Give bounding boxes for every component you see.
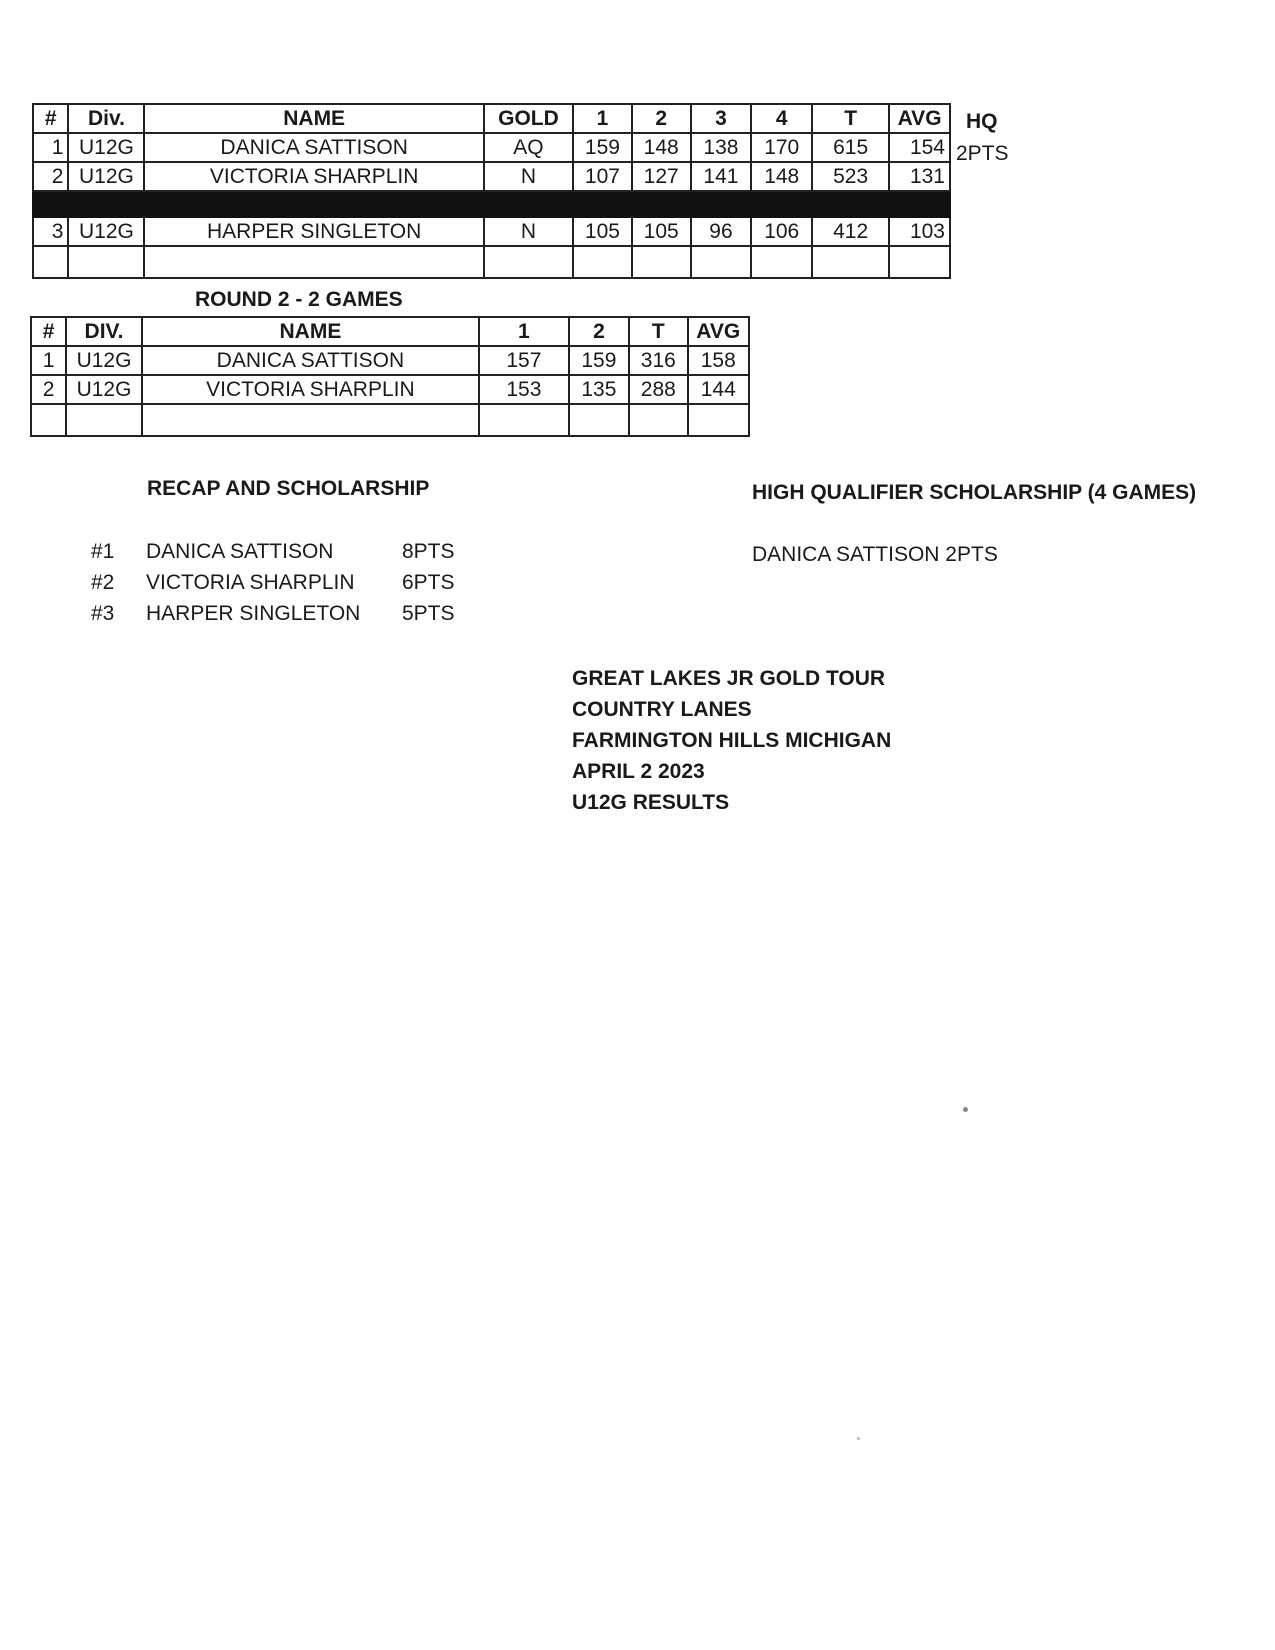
round2-results-table [30,316,750,437]
table-row [33,217,950,246]
game3-cell: 96 [691,217,752,246]
game4-cell: 106 [751,217,812,246]
recap-rank: #2 [91,571,115,594]
game2-cell: 135 [569,375,629,404]
rank-cell: 1 [33,133,68,162]
hq-header: HQ [966,110,998,133]
div-cell: U12G [68,133,144,162]
div-cell: U12G [68,162,144,191]
div-cell: U12G [66,375,142,404]
game4-cell: 148 [751,162,812,191]
empty-cell [484,246,573,278]
avg-cell: 154 [889,133,950,162]
total-cell: 615 [812,133,889,162]
header-name: NAME [144,104,483,133]
event-tour-name: GREAT LAKES JR GOLD TOUR [572,667,886,690]
empty-cell [751,246,812,278]
total-cell: 412 [812,217,889,246]
scan-speck [963,1107,968,1112]
game4-cell: 170 [751,133,812,162]
event-date: APRIL 2 2023 [572,760,705,783]
recap-points: 8PTS [402,540,455,563]
game2-cell: 148 [632,133,691,162]
game2-cell: 159 [569,346,629,375]
game1-cell: 159 [573,133,632,162]
name-cell: VICTORIA SHARPLIN [144,162,483,191]
game3-cell: 138 [691,133,752,162]
recap-entry [0,571,500,599]
high-qualifier-winner: DANICA SATTISON 2PTS [752,543,998,566]
game1-cell: 107 [573,162,632,191]
scan-speck [857,1437,860,1440]
empty-cell [629,404,687,436]
name-cell: DANICA SATTISON [144,133,483,162]
name-cell: DANICA SATTISON [142,346,479,375]
empty-cell [889,246,950,278]
game2-cell: 105 [632,217,691,246]
hq-points: 2PTS [956,142,1009,165]
recap-title: RECAP AND SCHOLARSHIP [147,477,430,500]
empty-cell [142,404,479,436]
avg-cell: 144 [688,375,749,404]
header-game3: 3 [691,104,752,133]
empty-cell [68,246,144,278]
header-gold: GOLD [484,104,573,133]
avg-cell: 158 [688,346,749,375]
round2-header-row [31,317,749,346]
empty-cell [688,404,749,436]
empty-cell [31,404,66,436]
header-div: Div. [68,104,144,133]
header-div: DIV. [66,317,142,346]
rank-cell: 1 [31,346,66,375]
header-game4: 4 [751,104,812,133]
game3-cell: 141 [691,162,752,191]
header-total: T [629,317,687,346]
rank-cell: 2 [31,375,66,404]
total-cell: 316 [629,346,687,375]
header-game1: 1 [573,104,632,133]
header-avg: AVG [688,317,749,346]
recap-rank: #3 [91,602,115,625]
gold-cell: N [484,162,573,191]
empty-cell [66,404,142,436]
recap-name: HARPER SINGLETON [146,602,361,625]
name-cell: HARPER SINGLETON [144,217,483,246]
empty-cell [812,246,889,278]
recap-points: 6PTS [402,571,455,594]
avg-cell: 131 [889,162,950,191]
avg-cell: 103 [889,217,950,246]
game1-cell: 153 [479,375,569,404]
header-game1: 1 [479,317,569,346]
name-cell: VICTORIA SHARPLIN [142,375,479,404]
header-game2: 2 [632,104,691,133]
header-total: T [812,104,889,133]
recap-entry [0,540,500,568]
event-location: FARMINGTON HILLS MICHIGAN [572,729,892,752]
header-rank: # [31,317,66,346]
gold-cell: AQ [484,133,573,162]
recap-points: 5PTS [402,602,455,625]
table-row [31,375,749,404]
empty-cell [33,246,68,278]
cut-line-row [33,191,950,217]
empty-row [33,246,950,278]
header-rank: # [33,104,68,133]
recap-name: DANICA SATTISON [146,540,334,563]
table-row [33,162,950,191]
round2-title: ROUND 2 - 2 GAMES [195,288,403,311]
empty-cell [632,246,691,278]
table-row [31,346,749,375]
rank-cell: 3 [33,217,68,246]
game2-cell: 127 [632,162,691,191]
game1-cell: 105 [573,217,632,246]
empty-cell [569,404,629,436]
high-qualifier-title: HIGH QUALIFIER SCHOLARSHIP (4 GAMES) [752,481,1197,504]
recap-name: VICTORIA SHARPLIN [146,571,355,594]
empty-row [31,404,749,436]
table-row [33,133,950,162]
empty-cell [144,246,483,278]
div-cell: U12G [66,346,142,375]
header-name: NAME [142,317,479,346]
total-cell: 288 [629,375,687,404]
empty-cell [573,246,632,278]
event-division-results: U12G RESULTS [572,791,730,814]
header-avg: AVG [889,104,950,133]
round1-header-row [33,104,950,133]
cut-line-bar [33,191,950,217]
game1-cell: 157 [479,346,569,375]
header-game2: 2 [569,317,629,346]
total-cell: 523 [812,162,889,191]
recap-rank: #1 [91,540,115,563]
recap-entry [0,602,500,630]
round1-results-table [32,103,951,279]
rank-cell: 2 [33,162,68,191]
event-venue: COUNTRY LANES [572,698,752,721]
empty-cell [479,404,569,436]
empty-cell [691,246,752,278]
gold-cell: N [484,217,573,246]
div-cell: U12G [68,217,144,246]
